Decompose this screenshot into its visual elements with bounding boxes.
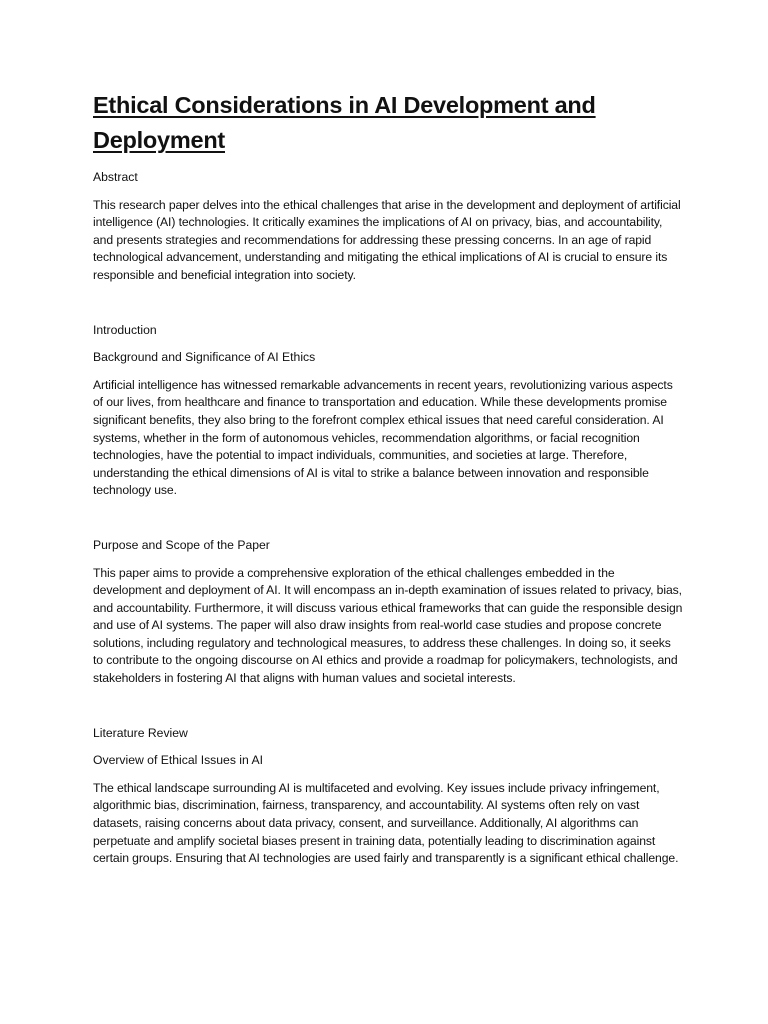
purpose-heading: Purpose and Scope of the Paper [93,537,270,552]
purpose-paragraph: This paper aims to provide a comprehensive exploration of the ethical challenges embedded in the development and deployment of AI. It will encompass an in-depth examination of issues related to privacy, bias, and accountability. Furthermore, it will discuss various ethical frameworks that can guide the responsible design and use of AI systems. The paper will also draw insights from real-world case studies and propose concrete solutions, including regulatory and technological measures, to address these challenges. In doing so, it seeks to contribute to the ongoing discourse on AI ethics and provide a roadmap for policymakers, technologists, and stakeholders in fostering AI that aligns with human values and societal interests. [93,565,683,686]
overview-subheading: Overview of Ethical Issues in AI [93,753,264,768]
abstract-paragraph: This research paper delves into the ethical challenges that arise in the development and deployment of artificial intelligence (AI) technologies. It critically examines the implications of AI on privacy, bias, and accountability, and presents strategies and recommendations for addressing these pressing concerns. In an age of rapid technological advancement, understanding and mitigating the ethical implications of AI is crucial to ensure its responsible and beneficial integration into society. [93,197,681,282]
spacer [93,285,683,322]
spacer [93,770,683,780]
abstract-heading: Abstract [93,170,138,184]
background-subheading: Background and Significance of AI Ethics [93,350,316,365]
spacer [93,158,683,169]
literature-review-paragraph: The ethical landscape surrounding AI is multifaceted and evolving. Key issues include privacy infringement, algorithmic bias, discrimination, fairness, transparency, and accountability. AI systems often rely on vast datasets, raising concerns about data privacy, consent, and surveillance. Additionally, AI algorithms can perpetuate and amplify societal biases present in training data, potentially leading to discrimination against certain groups. Ensuring that AI technologies are used fairly and transparently is a significant ethical challenge. [93,780,679,866]
paper-title: Ethical Considerations in AI Development and Deployment [93,92,596,153]
introduction-heading: Introduction [93,322,157,337]
spacer [93,339,683,349]
literature-review-heading: Literature Review [93,725,188,740]
spacer [93,187,683,197]
spacer [93,555,683,565]
spacer [93,500,683,537]
spacer [93,367,683,377]
spacer [93,688,683,725]
spacer [93,742,683,752]
document-body [93,88,683,868]
introduction-paragraph: Artificial intelligence has witnessed remarkable advancements in recent years, revolutionizing various aspects of our lives, from healthcare and finance to transportation and education. While these developments promise significant benefits, they also bring to the forefront complex ethical issues that need careful consideration. AI systems, whether in the form of autonomous vehicles, recommendation algorithms, or facial recognition technologies, have the potential to impact individuals, communities, and societies at large. Therefore, understanding the ethical dimensions of AI is vital to strike a balance between innovation and responsible technology use. [93,377,673,498]
